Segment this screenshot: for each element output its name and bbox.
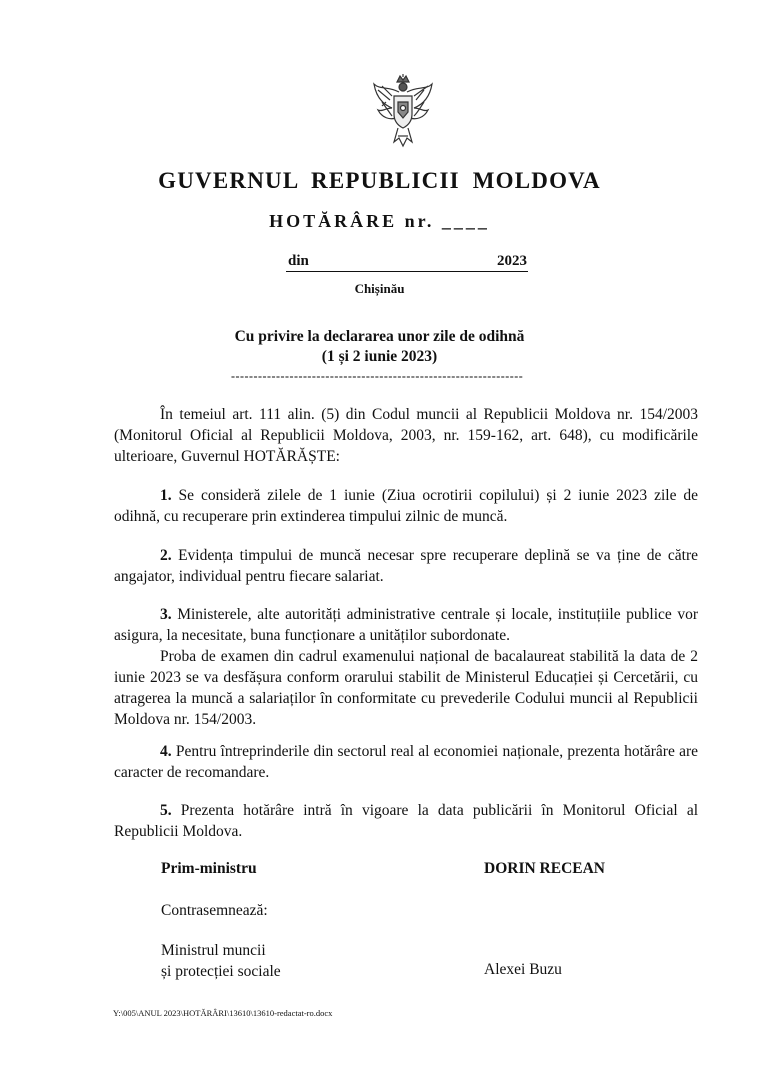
minister-title-line-1: Ministrul muncii bbox=[161, 942, 266, 959]
minister-title bbox=[161, 940, 281, 982]
city-name: Chișinău bbox=[354, 281, 405, 296]
preamble-text: În temeiul art. 111 alin. (5) din Codul muncii al Republicii Moldova nr. 154/2003 (Monitorul Oficial al Republicii Moldova, 2003, nr. 159-162, art. 648), cu modificările ulterioare, Guvernul HOTĂRĂȘTE: bbox=[114, 406, 698, 465]
prime-minister-role: Prim-ministru bbox=[161, 860, 257, 877]
date-prefix: din bbox=[288, 253, 309, 269]
document-file-path: Y:\005\ANUL 2023\HOTĂRÂRI\13610\13610-redactat-ro.docx bbox=[113, 1008, 333, 1018]
point-2 bbox=[114, 545, 698, 587]
subject-line-1: Cu privire la declararea unor zile de odihnă bbox=[234, 328, 525, 345]
point-text: Evidența timpului de muncă necesar spre recuperare deplină se va ține de către angajator, individual pentru fiecare salariat. bbox=[114, 547, 698, 585]
point-text: Se consideră zilele de 1 iunie (Ziua ocrotirii copilului) și 2 iunie 2023 zile de odihnă, cu recuperare prin extinderea timpului zilnic de muncă. bbox=[114, 487, 698, 525]
point-1 bbox=[114, 485, 698, 527]
date-year: 2023 bbox=[497, 253, 527, 269]
point-3 bbox=[114, 604, 698, 730]
minister-name: Alexei Buzu bbox=[484, 961, 562, 978]
point-text: Proba de examen din cadrul examenului național de bacalaureat stabilită la data de 2 iunie 2023 se va desfășura conform orarului stabilit de Ministerul Educației și Cercetării, cu atragerea la muncă a salariaților în conformitate cu prevederile Codului muncii al Republicii Moldova nr. 154/2003. bbox=[114, 648, 698, 728]
government-title: GUVERNUL REPUBLICII MOLDOVA bbox=[158, 168, 601, 193]
decision-subject bbox=[0, 327, 759, 367]
point-number: 4. bbox=[160, 743, 172, 760]
point-text: Prezenta hotărâre intră în vigoare la data publicării în Monitorul Oficial al Republicii Moldova. bbox=[114, 802, 699, 840]
point-number: 1. bbox=[160, 487, 172, 504]
decision-title: HOTĂRÂRE nr. ____ bbox=[269, 211, 490, 231]
point-number: 3. bbox=[160, 606, 172, 623]
minister-title-line-2: și protecției sociale bbox=[161, 963, 281, 980]
subject-line-2: (1 și 2 iunie 2023) bbox=[321, 348, 438, 365]
separator-dashes: ----------------------------------------------------------------- bbox=[231, 369, 524, 383]
point-text: Ministerele, alte autorități administrative centrale și locale, instituțiile publice vor asigura, la necesitate, buna funcționare a unităților subordonate. bbox=[114, 606, 699, 644]
prime-minister-name: DORIN RECEAN bbox=[484, 860, 605, 877]
point-4 bbox=[114, 741, 698, 783]
eagle-emblem-icon bbox=[368, 72, 438, 152]
coat-of-arms-emblem bbox=[368, 72, 438, 152]
point-number: 2. bbox=[160, 547, 172, 564]
point-text: Pentru întreprinderile din sectorul real al economiei naționale, prezenta hotărâre are caracter de recomandare. bbox=[114, 743, 699, 781]
point-5 bbox=[114, 800, 698, 842]
point-number: 5. bbox=[160, 802, 172, 819]
preamble-paragraph bbox=[114, 404, 698, 467]
countersign-label: Contrasemnează: bbox=[161, 902, 268, 919]
decision-date-line bbox=[286, 251, 528, 272]
